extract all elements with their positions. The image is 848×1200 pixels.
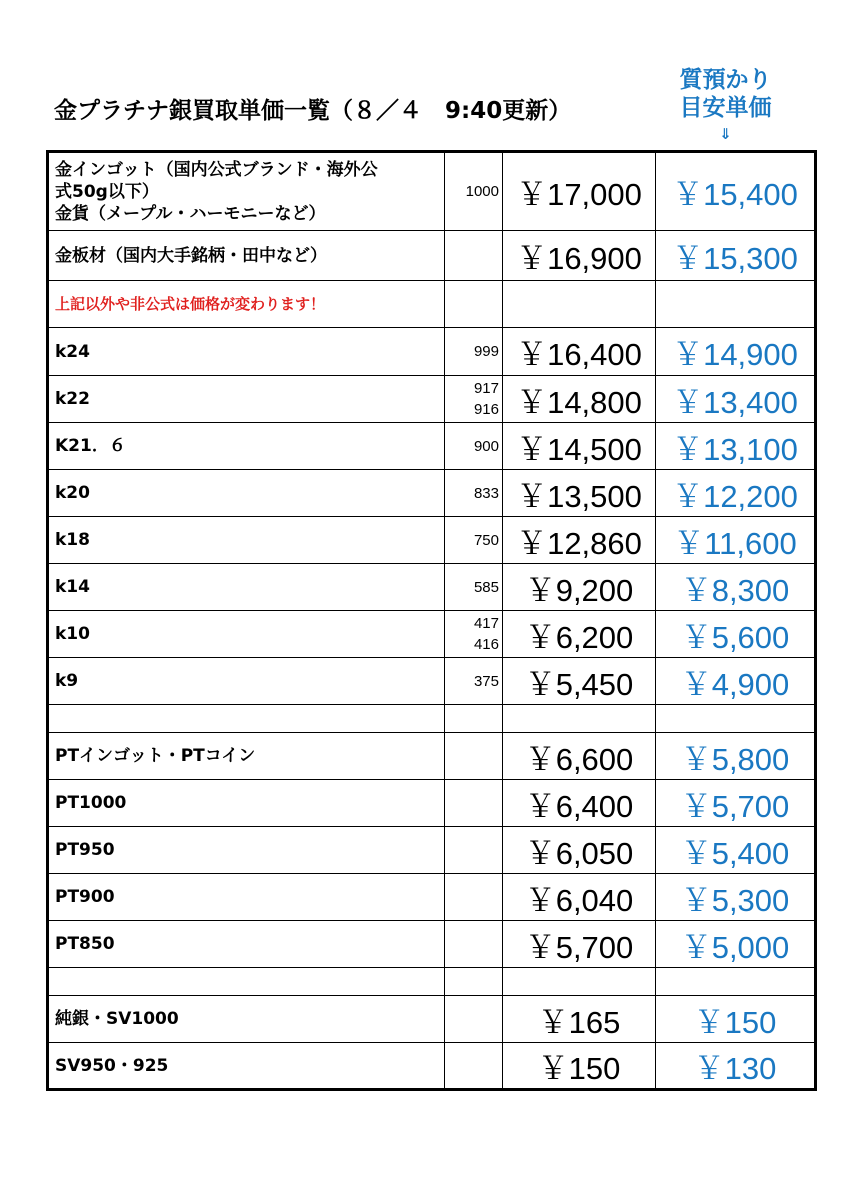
estimate-column-header xyxy=(648,66,803,144)
item-name-line: PT900 xyxy=(55,887,115,907)
purity-value: 916 xyxy=(473,401,499,418)
table-row xyxy=(48,658,816,705)
item-name-cell xyxy=(48,1043,445,1090)
item-name-cell xyxy=(48,470,445,517)
estimate-price-cell: ￥11,600 xyxy=(656,517,816,564)
item-name-line: PT1000 xyxy=(55,793,127,813)
estimate-price-cell: ￥12,200 xyxy=(656,470,816,517)
item-name-cell xyxy=(48,152,445,231)
item-name-line: PT850 xyxy=(55,934,115,954)
item-name-line: k10 xyxy=(55,624,90,644)
purity-cell xyxy=(445,658,503,705)
purity-cell xyxy=(445,611,503,658)
purity-cell xyxy=(445,1043,503,1090)
estimate-price-cell xyxy=(656,705,816,733)
estimate-price-cell: ￥8,300 xyxy=(656,564,816,611)
price-table-body xyxy=(48,152,816,1090)
buy-price-cell: ￥12,860 xyxy=(503,517,656,564)
estimate-price-cell: ￥150 xyxy=(656,996,816,1043)
table-row xyxy=(48,705,816,733)
buy-price-cell: ￥6,200 xyxy=(503,611,656,658)
purity-value: 833 xyxy=(473,484,499,502)
purity-value: 999 xyxy=(473,343,499,360)
item-name-cell xyxy=(48,328,445,376)
item-name-cell xyxy=(48,564,445,611)
item-name-line: 金インゴット（国内公式ブランド・海外公 xyxy=(55,159,378,180)
estimate-price-cell xyxy=(656,968,816,996)
purity-cell xyxy=(445,517,503,564)
estimate-price-cell: ￥5,000 xyxy=(656,921,816,968)
item-name-line: k9 xyxy=(55,671,79,691)
purity-value: 917 xyxy=(473,380,499,397)
purity-cell xyxy=(445,564,503,611)
table-row xyxy=(48,996,816,1043)
table-row xyxy=(48,517,816,564)
table-row xyxy=(48,152,816,231)
estimate-price-cell: ￥13,400 xyxy=(656,376,816,423)
purity-cell xyxy=(445,968,503,996)
item-name-line: SV950・925 xyxy=(55,1055,169,1076)
estimate-price-cell: ￥130 xyxy=(656,1043,816,1090)
table-row xyxy=(48,827,816,874)
table-row xyxy=(48,611,816,658)
buy-price-cell: ￥14,500 xyxy=(503,423,656,470)
item-name-cell xyxy=(48,517,445,564)
buy-price-cell: ￥5,450 xyxy=(503,658,656,705)
purity-cell xyxy=(445,733,503,780)
item-name-cell xyxy=(48,780,445,827)
estimate-header-line1: 質預かり xyxy=(679,67,772,93)
buy-price-cell: ￥6,400 xyxy=(503,780,656,827)
buy-price-cell: ￥6,040 xyxy=(503,874,656,921)
buy-price-cell: ￥5,700 xyxy=(503,921,656,968)
estimate-price-cell: ￥5,400 xyxy=(656,827,816,874)
item-name-line: k24 xyxy=(55,341,90,362)
buy-price-cell xyxy=(503,281,656,328)
estimate-price-cell: ￥15,300 xyxy=(656,231,816,281)
purity-cell xyxy=(445,874,503,921)
buy-price-cell: ￥16,900 xyxy=(503,231,656,281)
purity-value: 585 xyxy=(473,578,499,596)
item-name-line: 金板材（国内大手銘柄・田中など） xyxy=(55,245,327,266)
table-row xyxy=(48,733,816,780)
buy-price-cell: ￥6,600 xyxy=(503,733,656,780)
purity-cell xyxy=(445,780,503,827)
purity-cell xyxy=(445,152,503,231)
purity-value: 375 xyxy=(473,672,499,690)
item-name-line: 金貨（メープル・ハーモニーなど） xyxy=(55,203,326,224)
item-name-cell xyxy=(48,611,445,658)
item-name-cell xyxy=(48,658,445,705)
purity-value: 1000 xyxy=(465,183,499,200)
item-name-line: k18 xyxy=(55,530,90,550)
buy-price-cell: ￥13,500 xyxy=(503,470,656,517)
buy-price-cell: ￥150 xyxy=(503,1043,656,1090)
estimate-price-cell: ￥5,700 xyxy=(656,780,816,827)
table-row xyxy=(48,874,816,921)
buy-price-cell xyxy=(503,968,656,996)
buy-price-cell: ￥165 xyxy=(503,996,656,1043)
table-row xyxy=(48,921,816,968)
estimate-price-cell: ￥4,900 xyxy=(656,658,816,705)
item-name-line: 純銀・SV1000 xyxy=(55,1009,179,1029)
page-title: 金プラチナ銀買取単価一覧（８／４ 9:40更新） xyxy=(54,98,572,124)
purity-value: 417 xyxy=(473,615,499,632)
item-name-line: k20 xyxy=(55,483,90,503)
estimate-price-cell: ￥5,800 xyxy=(656,733,816,780)
item-name-line: k14 xyxy=(55,577,90,597)
item-name-line: 上記以外や非公式は価格が変わります！ xyxy=(55,295,326,313)
price-table xyxy=(46,150,817,1091)
item-name-cell xyxy=(48,968,445,996)
table-row xyxy=(48,423,816,470)
item-name-cell xyxy=(48,733,445,780)
notice-cell xyxy=(48,281,445,328)
purity-value: 900 xyxy=(473,437,499,455)
buy-price-cell: ￥14,800 xyxy=(503,376,656,423)
item-name-line: PT950 xyxy=(55,840,115,860)
item-name-cell xyxy=(48,996,445,1043)
item-name-cell xyxy=(48,423,445,470)
estimate-price-cell: ￥15,400 xyxy=(656,152,816,231)
table-row xyxy=(48,470,816,517)
estimate-price-cell: ￥13,100 xyxy=(656,423,816,470)
table-row xyxy=(48,564,816,611)
item-name-cell xyxy=(48,231,445,281)
item-name-line: k22 xyxy=(55,389,90,409)
buy-price-cell: ￥9,200 xyxy=(503,564,656,611)
item-name-cell xyxy=(48,705,445,733)
purity-cell xyxy=(445,996,503,1043)
item-name-line: K21．６ xyxy=(55,436,126,456)
down-arrow-icon: ⇓ xyxy=(719,125,732,143)
table-row xyxy=(48,780,816,827)
table-row xyxy=(48,968,816,996)
purity-cell xyxy=(445,827,503,874)
item-name-cell xyxy=(48,874,445,921)
estimate-price-cell: ￥5,600 xyxy=(656,611,816,658)
purity-cell xyxy=(445,231,503,281)
buy-price-cell xyxy=(503,705,656,733)
purity-cell xyxy=(445,376,503,423)
item-name-cell xyxy=(48,376,445,423)
item-name-cell xyxy=(48,827,445,874)
table-row xyxy=(48,328,816,376)
estimate-price-cell xyxy=(656,281,816,328)
purity-cell xyxy=(445,423,503,470)
estimate-price-cell: ￥14,900 xyxy=(656,328,816,376)
table-row xyxy=(48,281,816,328)
table-row xyxy=(48,1043,816,1090)
buy-price-cell: ￥17,000 xyxy=(503,152,656,231)
purity-cell xyxy=(445,470,503,517)
purity-cell xyxy=(445,281,503,328)
item-name-line: 式50g以下） xyxy=(55,181,159,202)
purity-cell xyxy=(445,328,503,376)
item-name-cell xyxy=(48,921,445,968)
table-row xyxy=(48,376,816,423)
buy-price-cell: ￥6,050 xyxy=(503,827,656,874)
table-row xyxy=(48,231,816,281)
estimate-header-line2: 目安単価 xyxy=(679,95,772,121)
purity-cell xyxy=(445,921,503,968)
estimate-price-cell: ￥5,300 xyxy=(656,874,816,921)
purity-value: 750 xyxy=(473,531,499,549)
purity-value: 416 xyxy=(473,636,499,653)
buy-price-cell: ￥16,400 xyxy=(503,328,656,376)
purity-cell xyxy=(445,705,503,733)
item-name-line: PTインゴット・PTコイン xyxy=(55,746,256,766)
